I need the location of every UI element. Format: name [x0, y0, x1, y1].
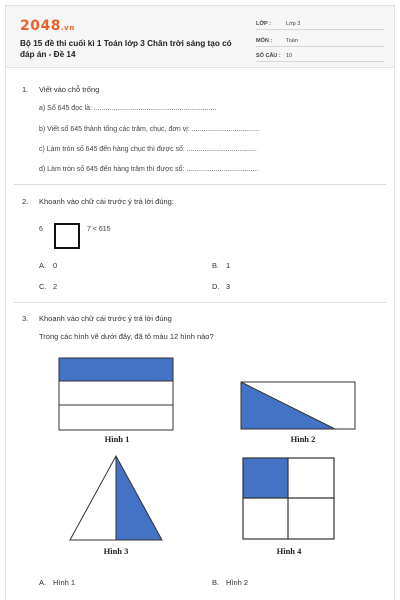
meta-grade	[256, 18, 384, 30]
q3-number: 3.	[22, 314, 29, 323]
figure-1-shaded-band	[59, 358, 173, 381]
option-value: Hình 2	[226, 578, 249, 587]
meta-count	[256, 50, 384, 62]
q1-line-d: d) Làm tròn số 645 đến hàng trăm thì được số: .....................................	[39, 166, 259, 173]
meta-grade-key: LỚP :	[256, 21, 271, 27]
q3-option-a[interactable]	[39, 578, 75, 587]
q3-option-b[interactable]	[212, 578, 248, 587]
document-title: Bộ 15 đề thi cuối kì 1 Toán lớp 3 Chân trời sáng tạo có đáp án - Đề 14	[20, 39, 232, 59]
figure-2	[240, 381, 358, 431]
q2-option-c[interactable]	[39, 282, 57, 291]
figure-3-caption: Hình 3	[103, 546, 129, 556]
q1-line-c: c) Làm tròn số 645 đến hàng chục thì được số: ....................................	[39, 146, 257, 153]
meta-count-key: SỐ CÂU :	[256, 53, 281, 59]
meta-subject	[256, 35, 384, 47]
q2-expr-right: 7 < 615	[87, 226, 111, 233]
option-value: 0	[53, 261, 58, 270]
q2-expr-left: 6	[39, 226, 43, 233]
option-letter: B.	[212, 578, 220, 587]
answer-box[interactable]	[54, 223, 80, 249]
figure-3	[66, 454, 166, 542]
meta-subject-key: MÔN :	[256, 38, 273, 44]
option-letter: A.	[39, 578, 47, 587]
meta-subject-value: Toán	[286, 38, 298, 44]
meta-grade-value: Lớp 3	[286, 21, 301, 27]
option-letter: C.	[39, 282, 47, 291]
option-value: 3	[226, 282, 231, 291]
figure-1	[58, 357, 176, 433]
q1-line-a: a) Số 645 đọc là: ...............................................................	[39, 105, 217, 112]
q2-option-d[interactable]	[212, 282, 230, 291]
q1-number: 1.	[22, 85, 29, 94]
figure-4-caption: Hình 4	[276, 546, 302, 556]
option-value: 1	[226, 261, 231, 270]
option-value: 2	[53, 282, 58, 291]
figure-4	[242, 457, 336, 541]
option-letter: B.	[212, 261, 220, 270]
q1-line-b: b) Viết số 645 thành tổng các trăm, chục, đơn vị: ...................................	[39, 126, 260, 133]
logo-suffix: .vn	[60, 24, 75, 32]
divider	[14, 184, 386, 185]
logo-text: 2048	[20, 18, 61, 34]
q2-option-b[interactable]	[212, 261, 230, 270]
q2-option-a[interactable]	[39, 261, 57, 270]
site-logo[interactable]	[20, 18, 75, 34]
q3-prompt: Trong các hình vẽ dưới đây, đã tô màu 12 hình nào?	[39, 332, 214, 341]
document-page	[5, 5, 395, 600]
figure-2-caption: Hình 2	[290, 434, 316, 444]
option-value: Hình 1	[53, 578, 76, 587]
divider	[14, 302, 386, 303]
figure-4-shaded-cell	[243, 458, 288, 498]
document-header	[6, 6, 394, 68]
option-letter: D.	[212, 282, 220, 291]
q2-text: Khoanh vào chữ cái trước ý trả lời đúng:	[39, 197, 174, 206]
q1-text: Viết vào chỗ trống	[39, 85, 100, 94]
q3-text: Khoanh vào chữ cái trước ý trả lời đúng	[39, 314, 172, 323]
figure-1-caption: Hình 1	[104, 434, 130, 444]
q2-number: 2.	[22, 197, 29, 206]
option-letter: A.	[39, 261, 47, 270]
meta-count-value: 10	[286, 53, 293, 59]
